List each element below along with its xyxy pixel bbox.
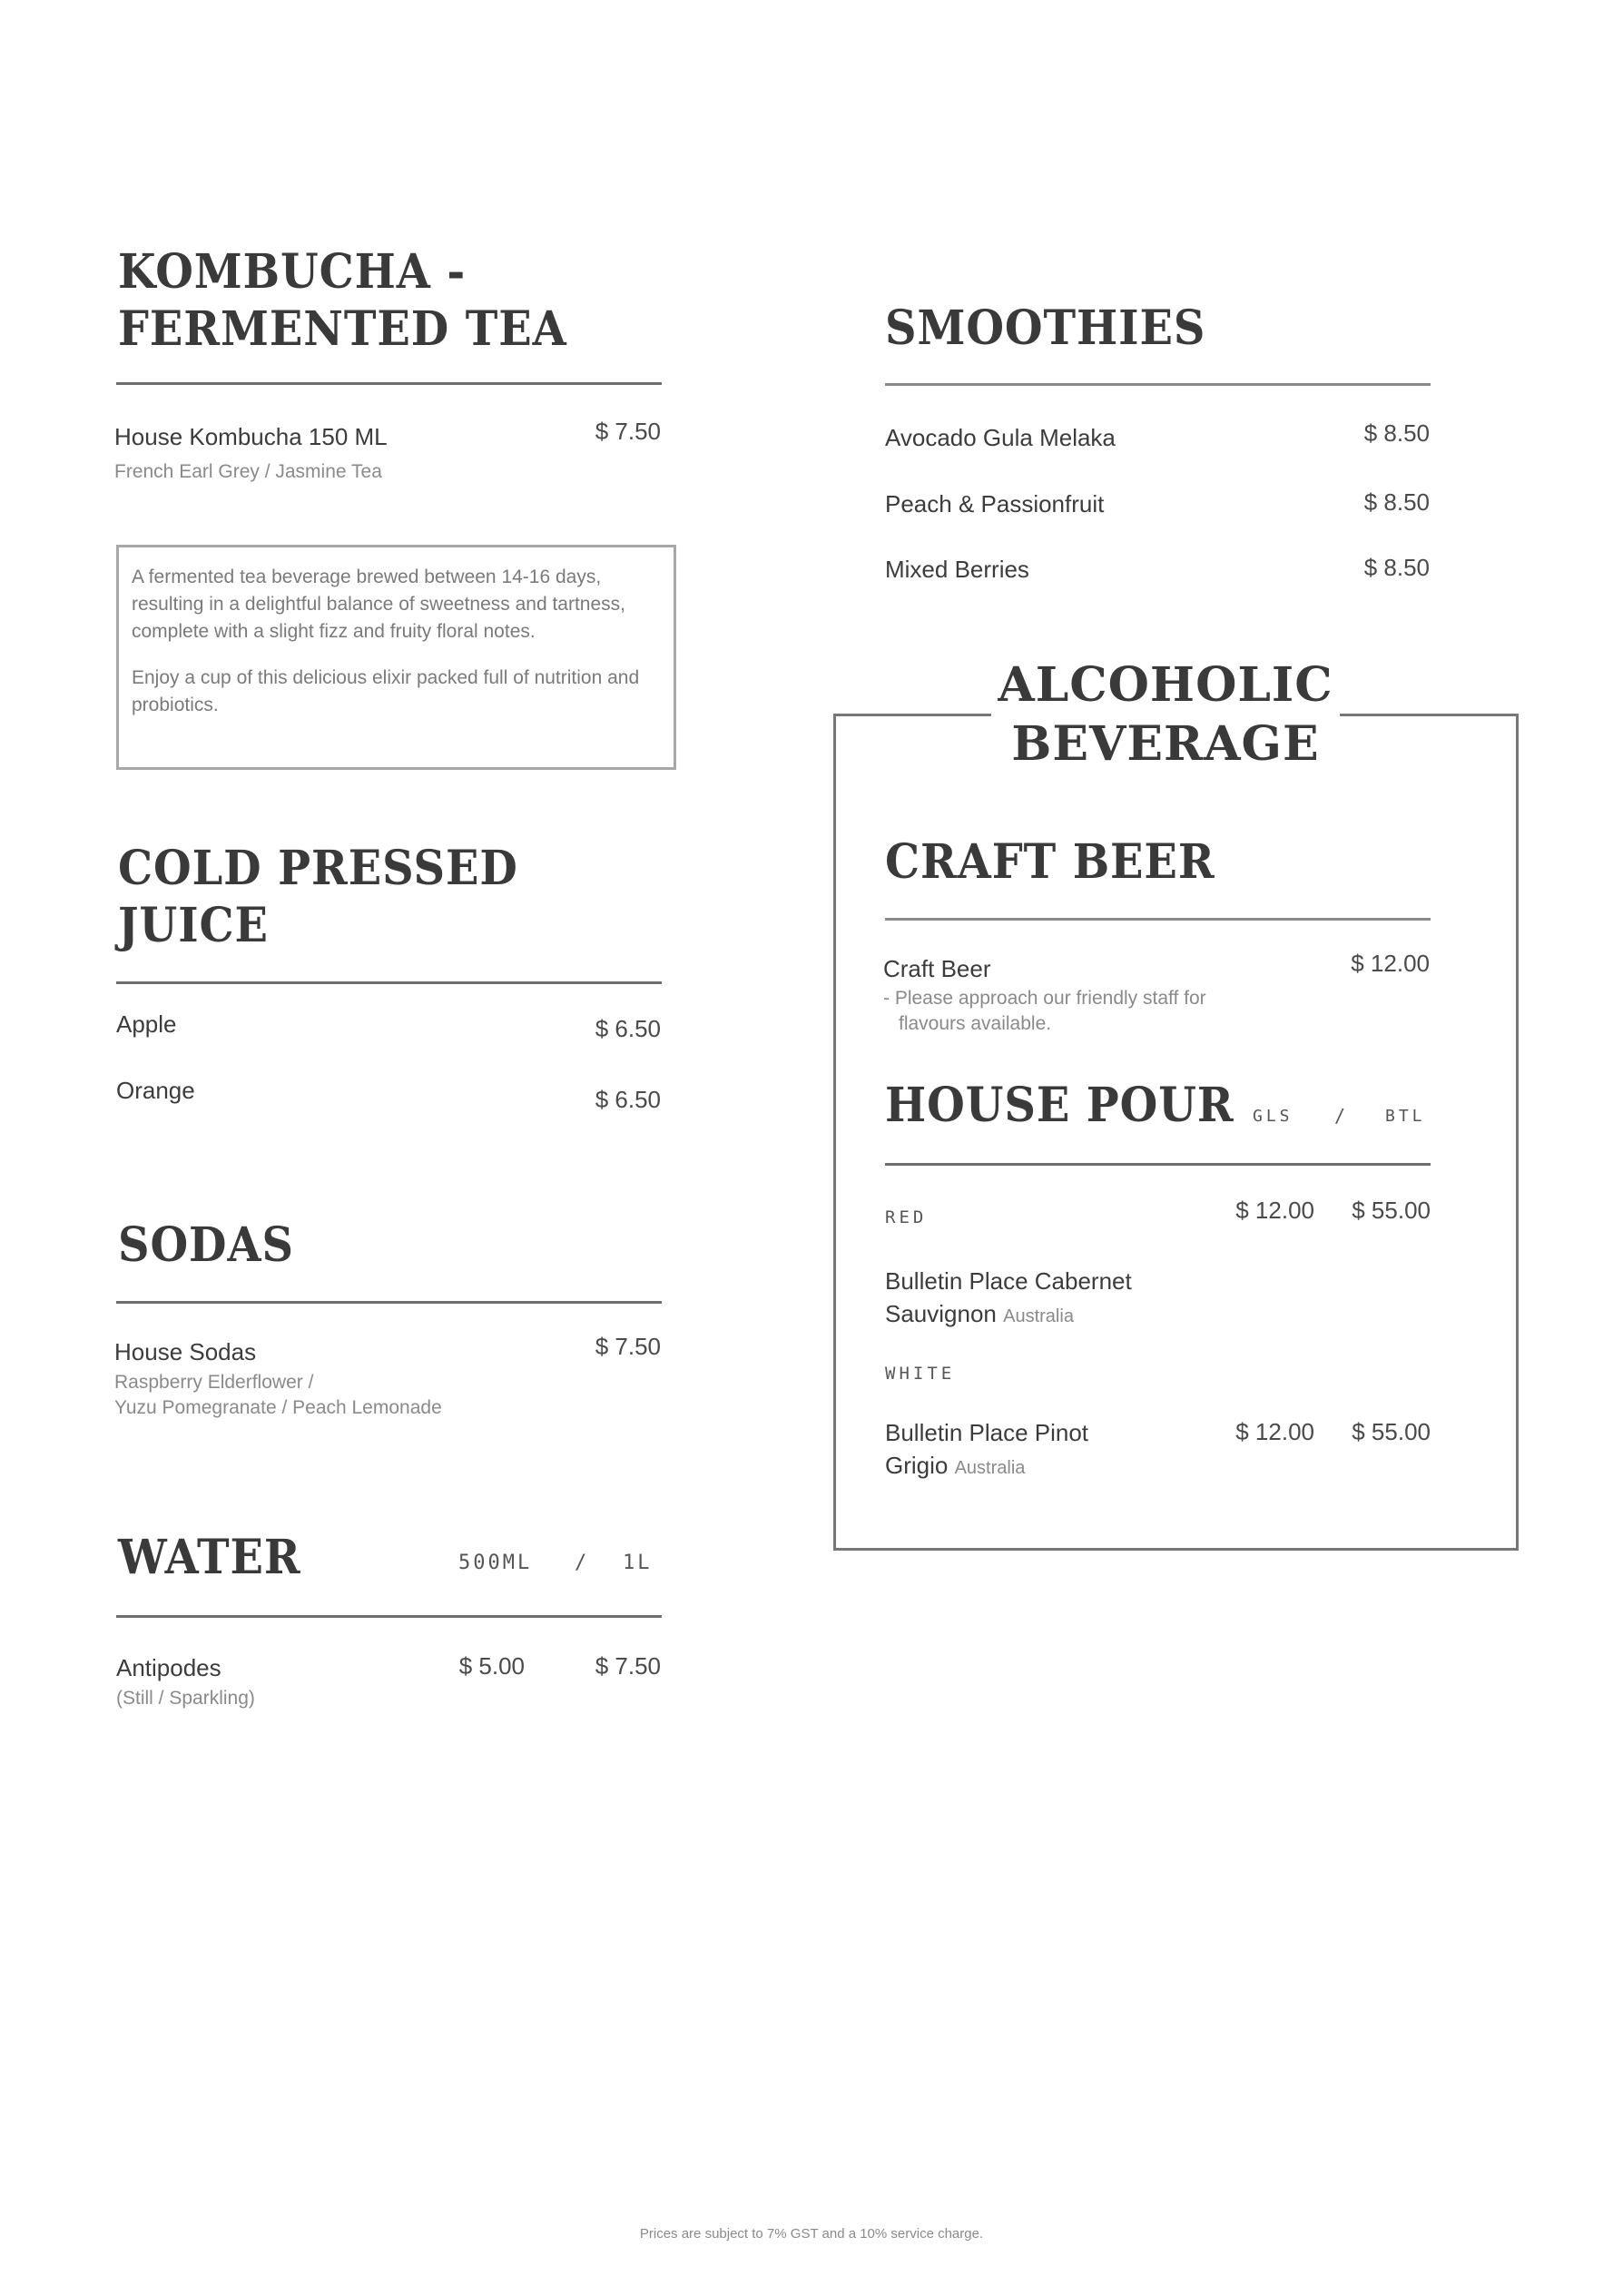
water-price-1l: $ 7.50 (595, 1652, 661, 1680)
water-divider (116, 1615, 662, 1618)
craft-beer-note-line2: flavours available. (899, 1013, 1052, 1034)
kombucha-heading-line2: FERMENTED TEA (118, 301, 567, 358)
red-wine-price-glass: $ 12.00 (1235, 1197, 1314, 1224)
smoothie-item-name: Avocado Gula Melaka (885, 424, 1116, 451)
cold-pressed-heading (118, 840, 518, 955)
cold-pressed-heading-line2: JUICE (118, 898, 269, 954)
smoothies-heading: SMOOTHIES (885, 301, 1206, 356)
house-pour-divider (885, 1163, 1431, 1166)
white-wine-label: WHITE (885, 1364, 956, 1384)
kombucha-description-box (116, 545, 676, 770)
sodas-item-price: $ 7.50 (595, 1333, 661, 1360)
kombucha-heading-line1: KOMBUCHA - (118, 244, 467, 300)
smoothie-item-name: Mixed Berries (885, 556, 1029, 583)
kombucha-item-flavours: French Earl Grey / Jasmine Tea (114, 461, 382, 482)
smoothie-item-price: $ 8.50 (1363, 488, 1430, 516)
juice-item-name: Apple (116, 1010, 177, 1038)
kombucha-divider (116, 382, 662, 385)
white-wine-price-bottle: $ 55.00 (1352, 1418, 1431, 1445)
white-wine-origin: Australia (954, 1458, 1026, 1478)
sodas-heading: SODAS (118, 1217, 294, 1273)
smoothie-item-price: $ 8.50 (1363, 419, 1430, 447)
kombucha-description-para2: Enjoy a cup of this delicious elixir packed full of nutrition and probiotics. (132, 667, 640, 716)
water-item-name: Antipodes (116, 1654, 221, 1681)
craft-beer-heading: CRAFT BEER (885, 834, 1215, 890)
kombucha-item-price: $ 7.50 (595, 418, 661, 445)
footer-tax-note: Prices are subject to 7% GST and a 10% service charge. (639, 2226, 984, 2242)
kombucha-heading (118, 243, 567, 359)
water-item-type: (Still / Sparkling) (116, 1688, 255, 1709)
water-size-separator: / (575, 1552, 591, 1574)
white-wine-name-line1: Bulletin Place Pinot (885, 1419, 1089, 1446)
water-size-500ml: 500ML (458, 1552, 533, 1574)
sodas-divider (116, 1301, 662, 1304)
alcoholic-heading-line2: BEVERAGE (1011, 716, 1320, 772)
kombucha-item-name: House Kombucha 150 ML (114, 423, 388, 450)
craft-beer-price: $ 12.00 (1351, 950, 1430, 977)
juice-item-name: Orange (116, 1077, 195, 1104)
craft-beer-note-line1: - Please approach our friendly staff for (883, 988, 1206, 1009)
red-wine-origin: Australia (1003, 1306, 1074, 1326)
craft-beer-divider (885, 918, 1431, 921)
craft-beer-item-name: Craft Beer (883, 955, 991, 982)
red-wine-label: RED (885, 1207, 928, 1227)
white-wine-name-line2 (885, 1452, 1025, 1480)
water-price-500ml: $ 5.00 (458, 1652, 525, 1680)
white-wine-name-text: Grigio (885, 1452, 949, 1479)
sodas-item-flavours-line2: Yuzu Pomegranate / Peach Lemonade (114, 1397, 442, 1418)
sodas-item-name: House Sodas (114, 1338, 257, 1365)
water-size-1l: 1L (623, 1552, 653, 1574)
red-wine-name-line2 (885, 1300, 1074, 1328)
red-wine-name-line1: Bulletin Place Cabernet (885, 1267, 1132, 1295)
juice-item-price: $ 6.50 (595, 1015, 661, 1042)
alcoholic-heading (991, 655, 1340, 774)
smoothie-item-name: Peach & Passionfruit (885, 490, 1105, 517)
alcoholic-heading-line1: ALCOHOLIC (998, 657, 1333, 713)
smoothies-divider (885, 383, 1431, 386)
red-wine-name-text: Sauvignon (885, 1300, 997, 1327)
red-wine-price-bottle: $ 55.00 (1352, 1197, 1431, 1224)
house-pour-heading: HOUSE POUR (885, 1078, 1234, 1133)
house-pour-col-btl: BTL (1385, 1107, 1426, 1126)
cold-pressed-divider (116, 981, 662, 984)
kombucha-description-para1: A fermented tea beverage brewed between 14-16 days, resulting in a delightful balance of sweetness and tartness, complete with a slight fizz and fruity floral notes. (132, 567, 626, 642)
white-wine-price-glass: $ 12.00 (1235, 1418, 1314, 1445)
water-heading: WATER (118, 1530, 301, 1585)
smoothie-item-price: $ 8.50 (1363, 554, 1430, 581)
juice-item-price: $ 6.50 (595, 1086, 661, 1113)
sodas-item-flavours-line1: Raspberry Elderflower / (114, 1372, 314, 1393)
house-pour-col-gls: GLS (1253, 1107, 1293, 1126)
cold-pressed-heading-line1: COLD PRESSED (118, 841, 518, 896)
house-pour-col-separator: / (1334, 1105, 1350, 1127)
